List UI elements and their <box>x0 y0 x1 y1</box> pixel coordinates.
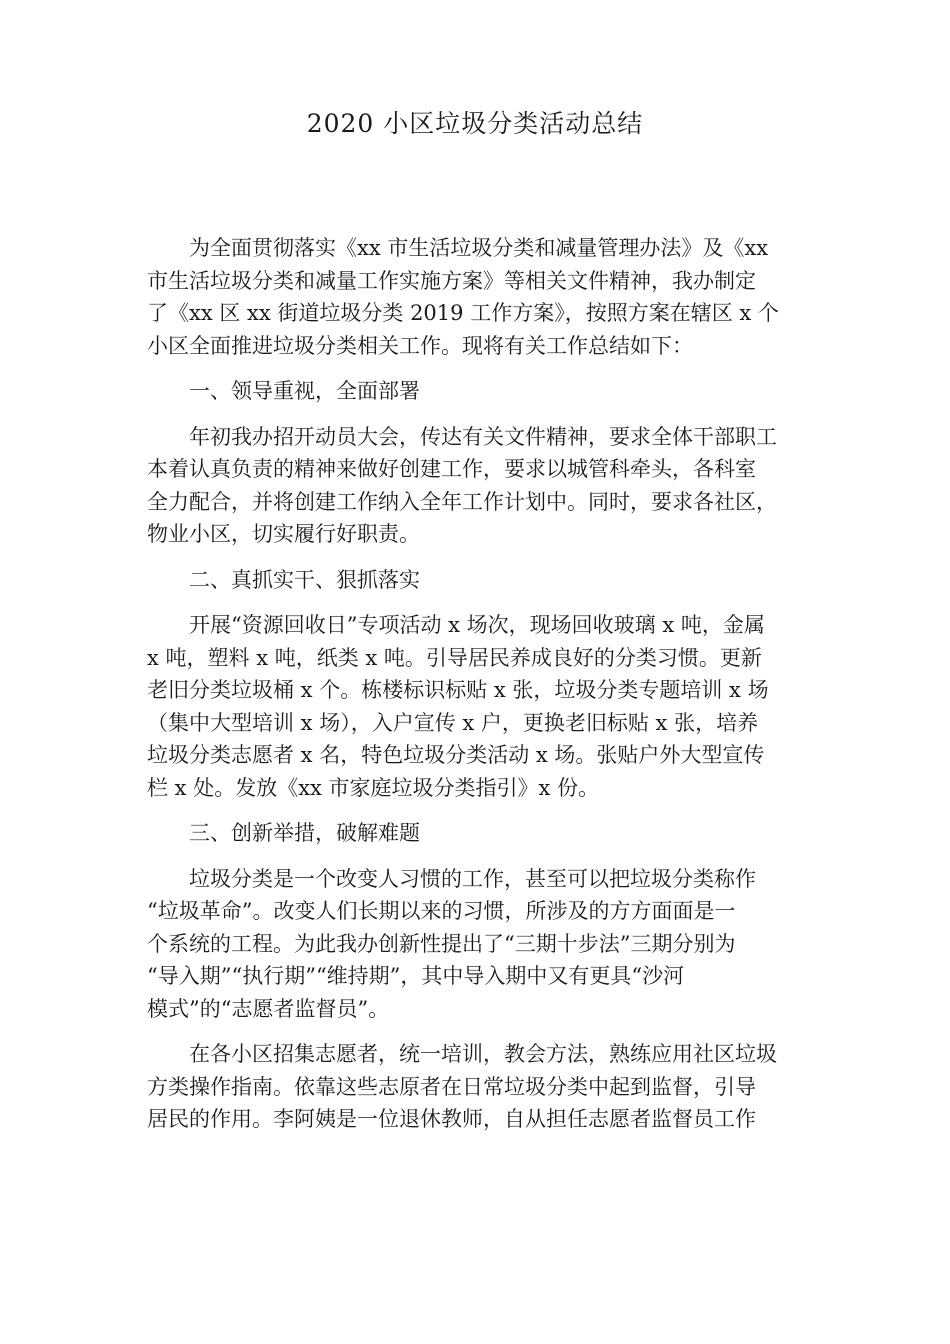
paragraph-line: 全力配合，并将创建工作纳入全年工作计划中。同时，要求各社区， <box>147 489 777 514</box>
body-paragraph <box>147 609 815 804</box>
paragraph-line: 开展“资源回收日”专项活动 x 场次，现场回收玻璃 x 吨，金属 <box>189 613 765 637</box>
paragraph-line: 垃圾分类志愿者 x 名，特色垃圾分类活动 x 场。张贴户外大型宣传 <box>147 743 765 767</box>
document-body <box>147 232 815 1149</box>
paragraph-line: x 吨，塑料 x 吨，纸类 x 吨。引导居民养成良好的分类习惯。更新 <box>147 645 762 670</box>
paragraph-line: 栏 x 处。发放《xx 市家庭垃圾分类指引》x 份。 <box>147 775 600 800</box>
paragraph-line: 模式”的“志愿者监督员”。 <box>147 996 390 1021</box>
paragraph-line: 为全面贯彻落实《xx 市生活垃圾分类和减量管理办法》及《xx <box>189 236 769 260</box>
body-paragraph <box>147 232 815 362</box>
paragraph-line: 方类操作指南。依靠这些志原者在日常垃圾分类中起到监督，引导 <box>147 1074 756 1099</box>
paragraph-line: 居民的作用。李阿姨是一位退休教师，自从担任志愿者监督员工作 <box>147 1107 756 1131</box>
section-heading: 三、创新举措，破解难题 <box>189 821 420 845</box>
paragraph-line: 市生活垃圾分类和减量工作实施方案》等相关文件精神，我办制定 <box>147 268 756 293</box>
paragraph-line: 年初我办招开动员大会，传达有关文件精神，要求全体干部职工 <box>189 424 777 449</box>
paragraph-line: 个系统的工程。为此我办创新性提出了“三期十步法”三期分别为 <box>147 931 736 956</box>
paragraph-line: “导入期”“执行期”“维持期”，其中导入期中又有更具“沙河 <box>147 964 685 988</box>
section-heading: 二、真抓实干、狠抓落实 <box>189 567 420 592</box>
body-paragraph <box>147 863 815 1026</box>
document-title: 2020 小区垃圾分类活动总结 <box>306 109 644 138</box>
section-heading: 一、领导重视，全面部署 <box>189 379 420 403</box>
paragraph-line: 本着认真负责的精神来做好创建工作，要求以城管科牵头，各科室 <box>147 457 756 481</box>
body-paragraph <box>147 421 815 551</box>
body-paragraph <box>147 1038 815 1136</box>
paragraph-line: 了《xx 区 xx 街道垃圾分类 2019 工作方案》，按照方案在辖区 x 个 <box>147 301 779 325</box>
paragraph-line: 垃圾分类是一个改变人习惯的工作，甚至可以把垃圾分类称作 <box>189 866 756 891</box>
paragraph-line: 小区全面推进垃圾分类相关工作。现将有关工作总结如下： <box>147 333 693 358</box>
paragraph-line: 老旧分类垃圾桶 x 个。栋楼标识标贴 x 张，垃圾分类专题培训 x 场 <box>147 678 769 702</box>
paragraph-line: 物业小区，切实履行好职责。 <box>147 522 420 546</box>
paragraph-line: “垃圾革命”。改变人们长期以来的习惯，所涉及的方方面面是一 <box>147 899 736 923</box>
paragraph-line: （集中大型培训 x 场），入户宣传 x 户，更换老旧标贴 x 张，培养 <box>147 710 759 735</box>
paragraph-line: 在各小区招集志愿者，统一培训，教会方法，熟练应用社区垃圾 <box>189 1042 777 1066</box>
